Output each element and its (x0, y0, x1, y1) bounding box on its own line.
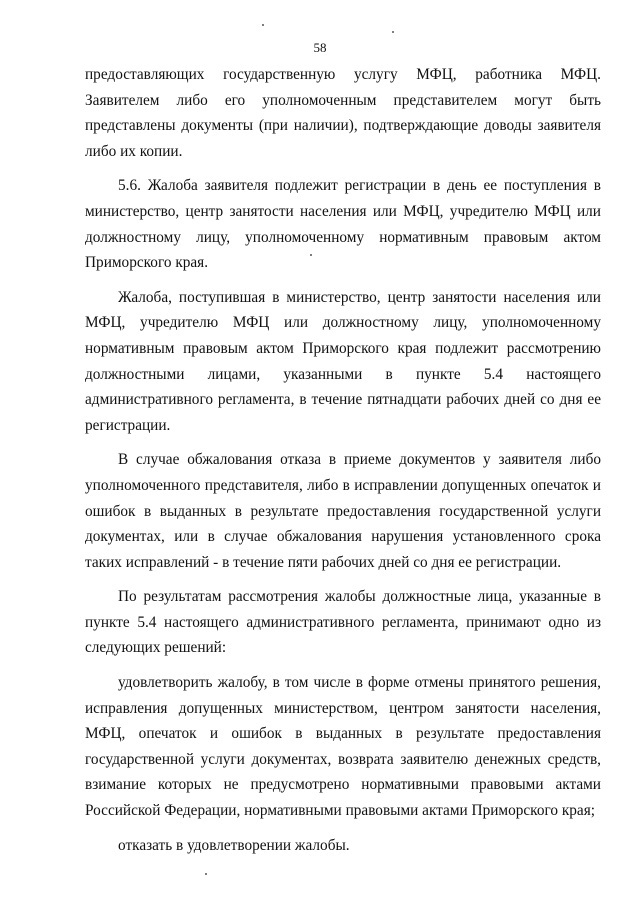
page-number: 58 (313, 40, 327, 55)
paragraph-continuation: предоставляющих государственную услугу МФЦ, работника МФЦ. Заявителем либо его уполномоченным представителем могут быть представлены документы (при наличии), подтверждающие доводы заявителя либо их копии. (85, 66, 601, 160)
paragraph-decisions-intro: По результатам рассмотрения жалобы должностные лица, указанные в пункте 5.4 настоящего административного регламента, принимают одно из следующих решений: (85, 588, 601, 657)
paragraph-5-6: 5.6. Жалоба заявителя подлежит регистрации в день ее поступления в министерство, центр занятости населения или МФЦ, учредителю МФЦ или должностному лицу, уполномоченному нормативным правовым актом Приморского края. (85, 177, 601, 272)
scan-speck (392, 31, 394, 33)
paragraph-refusal-appeal: В случае обжалования отказа в приеме документов у заявителя либо уполномоченного представителя, либо в исправлении допущенных опечаток и ошибок в выданных в результате предоставления государственной услуги документах, или в случае обжалования нарушения установленного срока таких исправлений - в течение пяти рабочих дней со дня ее регистрации. (85, 451, 601, 571)
paragraph-decision-satisfy: удовлетворить жалобу, в том числе в форме отмены принятого решения, исправления допущенных министерством, центром занятости населения, МФЦ, опечаток и ошибок в выданных в результате предоставления государственной услуги документах, возврата заявителю денежных средств, взимание которых не предусмотрено нормативными правовыми актами Российской Федерации, нормативными правовыми актами Приморского края; (85, 674, 601, 820)
paragraph-review-term: Жалоба, поступившая в министерство, центр занятости населения или МФЦ, учредителю МФЦ или должностному лицу, уполномоченному нормативным правовым актом Приморского края подлежит рассмотрению должностными лицами, указанными в пункте 5.4 настоящего административного регламента, в течение пятнадцати рабочих дней со дня ее регистрации. (85, 288, 601, 434)
paragraph-decision-refuse: отказать в удовлетворении жалобы. (118, 836, 350, 854)
document-body (85, 62, 601, 858)
scan-speck (205, 873, 207, 875)
scan-speck (262, 24, 264, 26)
